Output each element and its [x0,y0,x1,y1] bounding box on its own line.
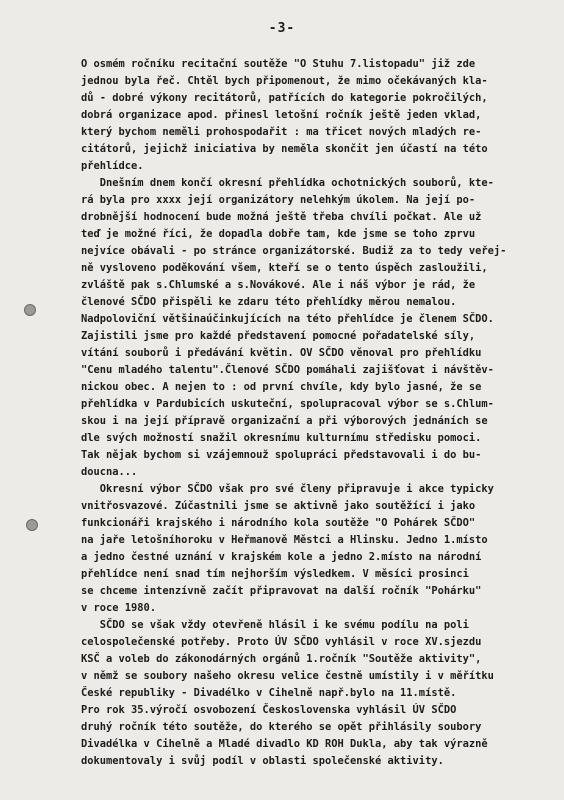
punch-hole-bottom [26,519,38,531]
text-line: přehlídce není snad tím nejhorším výsledkem. V měsíci prosinci [81,568,469,580]
text-line: Okresní výbor SČDO však pro své členy připravuje i akce typicky [81,483,494,495]
text-line: přehlídka v Pardubicích uskuteční, spolupracoval výbor se s.Chlum- [81,398,494,410]
text-line: který bychom neměli prohospodařit : ma třicet nových mladých re- [81,126,482,138]
text-line: dobrá organizace apod. přinesl letošní ročník ještě jeden vklad, [81,109,482,121]
text-line: vítání souborů i předávání květin. OV SČDO věnoval pro přehlídku [81,347,482,359]
text-line: nickou obec. A nejen to : od první chvíle, kdy bylo jasné, že se [81,381,482,393]
text-line: teď je možné říci, že dopadla dobře tam, kde jsme se toho zprvu [81,228,476,240]
punch-hole-top [24,304,36,316]
text-line: a jedno čestné uznání v krajském kole a jedno 2.místo na národní [81,551,482,563]
body-text [81,56,537,770]
text-line: Tak nějak bychom si vzájemnouž spolupráci představovali i do bu- [81,449,482,461]
text-line: Zajistili jsme pro každé představení pomocné pořadatelské síly, [81,330,476,342]
text-line: drobnější hodnocení bude možná ještě třeba chvíli počkat. Ale už [81,211,482,223]
text-line: vnitřosvazové. Zúčastnili jsme se aktivně jako soutěžící i jako [81,500,476,512]
text-line: SČDO se však vždy otevřeně hlásil i ke svému podílu na poli [81,619,469,631]
text-line: "Cenu mladého talentu".Členové SČDO pomáhali zajišťovat i návštěv- [81,364,494,376]
text-line: ně vysloveno poděkování všem, kteří se o tento úspěch zasloužili, [81,262,488,274]
text-line: České republiky - Divadélko v Cihelně např.bylo na 11.místě. [81,687,457,699]
text-line: přehlídce. [81,160,144,172]
text-line: členové SČDO přispěli ke zdaru této přehlídky měrou nemalou. [81,296,457,308]
text-line: nejvíce obávali - po stránce organizátorské. Budiž za to tedy veřej- [81,245,507,257]
text-line: jednou byla řeč. Chtěl bych připomenout, že mimo očekávaných kla- [81,75,488,87]
text-line: Divadélka v Cihelně a Mladé divadlo KD ROH Dukla, aby tak výrazně [81,738,488,750]
text-line: Pro rok 35.výročí osvobození Československa vyhlásil ÚV SČDO [81,704,457,716]
text-line: Dnešním dnem končí okresní přehlídka ochotnických souborů, kte- [81,177,494,189]
text-line: v němž se soubory našeho okresu velice čestně umístily i v měřítku [81,670,494,682]
text-line: se chceme intenzívně začít připravovat na další ročník "Pohárku" [81,585,482,597]
text-line: Nadpoloviční většinaúčinkujících na této přehlídce je členem SČDO. [81,313,494,325]
text-line: rá byla pro xxxx její organizátory nelehkým úkolem. Na její po- [81,194,476,206]
text-line: dle svých možností snažil okresnímu kulturnímu středisku pomoci. [81,432,482,444]
text-line: KSČ a voleb do zákonodárných orgánů 1.ročník "Soutěže aktivity", [81,653,482,665]
text-line: celospolečenské potřeby. Proto ÚV SČDO vyhlásil v roce XV.sjezdu [81,636,482,648]
text-line: dů - dobré výkony recitátorů, patřících do kategorie pokročilých, [81,92,488,104]
page-number: -3- [268,21,296,36]
text-line: dokumentovaly i svůj podíl v oblasti společenské aktivity. [81,755,444,767]
text-line: citátorů, jejichž iniciativa by neměla skončit jen účastí na této [81,143,488,155]
text-line: v roce 1980. [81,602,157,614]
text-line: zvláště pak s.Chlumské a s.Novákové. Ale i náš výbor je rád, že [81,279,476,291]
text-line: skou i na její přípravě organizační a při výborových jednáních se [81,415,488,427]
text-line: funkcionáři krajského i národního kola soutěže "O Pohárek SČDO" [81,517,476,529]
text-line: doucna... [81,466,138,478]
text-line: O osmém ročníku recitační soutěže "O Stuhu 7.listopadu" již zde [81,58,476,70]
text-line: na jaře letošníhoroku v Heřmanově Městci a Hlinsku. Jedno 1.místo [81,534,488,546]
text-line: druhý ročník této soutěže, do kterého se opět přihlásily soubory [81,721,482,733]
